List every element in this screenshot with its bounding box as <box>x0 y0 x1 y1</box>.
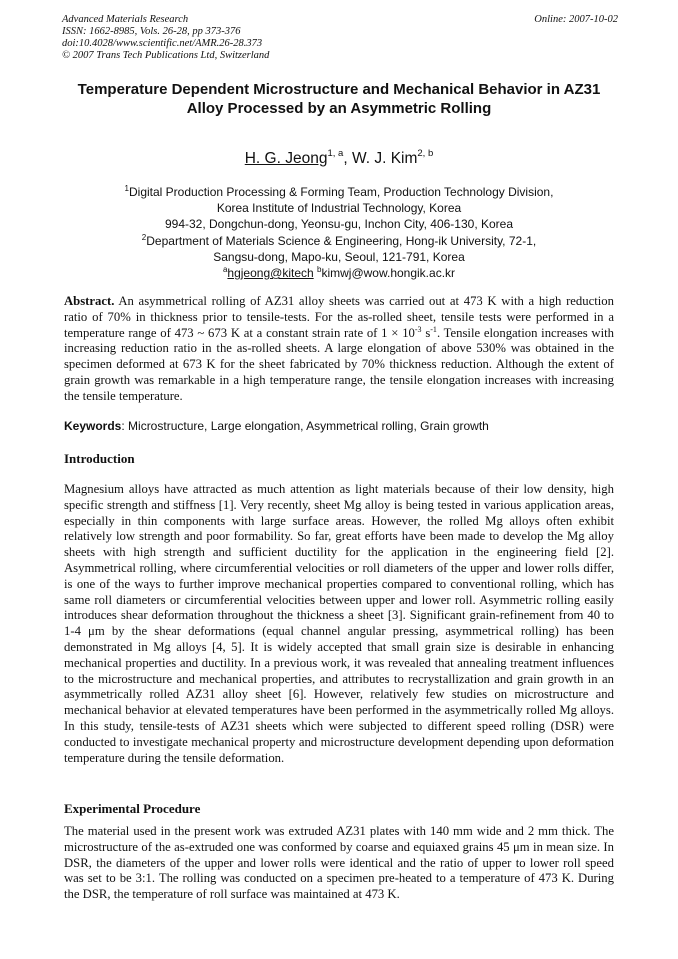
author-1-affil-mark: 1, a <box>327 148 344 159</box>
experimental-body: The material used in the present work was extruded AZ31 plates with 140 mm wide and 2 mm thick. The microstructure of the as-extruded one was conformed by coarse and equiaxed grains 45 μm in mean size. In DSR, the diameters of the upper and lower rolls were identical and the ratio of upper to lower roll speed was set to be 3:1. The rolling was conducted on a specimen pre-heated to a temperature of 473 K. During the DSR, the temperature of roll surface was maintained at 473 K. <box>64 824 614 902</box>
affiliation-1-mark: 1 <box>124 184 129 193</box>
author-separator: , <box>343 150 352 167</box>
email-a-link[interactable]: hgjeong@kitech <box>227 266 314 281</box>
paper-title <box>40 80 638 118</box>
affiliation-1-line-3: 994-32, Dongchun-dong, Yeonsu-gu, Inchon City, 406-130, Korea <box>164 217 514 232</box>
journal-issn: ISSN: 1662-8985, Vols. 26-28, pp 373-376 <box>62 26 241 37</box>
affiliations <box>0 184 678 281</box>
email-b: kimwj@wow.hongik.ac.kr <box>321 266 456 281</box>
email-line <box>0 265 678 281</box>
section-heading-experimental: Experimental Procedure <box>64 801 201 816</box>
author-list <box>0 150 678 168</box>
journal-name: Advanced Materials Research <box>62 14 189 25</box>
abstract-label: Abstract. <box>64 294 115 308</box>
author-1-name[interactable]: H. G. Jeong <box>244 150 328 167</box>
title-line-1: Temperature Dependent Microstructure and Mechanical Behavior in AZ31 <box>77 81 601 98</box>
affiliation-2-mark: 2 <box>141 232 147 242</box>
journal-doi: doi:10.4028/www.scientific.net/AMR.26-28.373 <box>62 38 263 49</box>
affiliation-2-line-1: $^2$Department of Materials Science & Engineering, Hong-ik University, 72-1, <box>141 232 537 248</box>
keywords-label: Keywords <box>64 419 122 433</box>
abstract: Abstract. An asymmetrical rolling of AZ31 alloy sheets was carried out at 473 K with a high reduction ratio of 70% in thickness prior to tensile-tests. For the as-rolled sheet, tensile tests were performed in a temperature range of 473 ~ 673 K at a constant strain rate of $1 \times 10^{-3}$ $s^{-1}$. Tensile elongation increases with increasing reduction ratio in the as-rolled sheets. A large elongation of above 530% was obtained in the specimen deformed at 673 K for the sheet fabricated by 70% thickness reduction. Although the extent of grain growth was remarkable in a high temperature range, the tensile elongation increases with increasing the tensile temperature. <box>64 294 614 403</box>
introduction-body: Magnesium alloys have attracted as much attention as light materials because of their low density, high specific strength and stiffness [1]. Very recently, sheet Mg alloy is being tested in various application areas, especially in thin components with large surface areas. However, the rolled Mg alloys often exhibit relatively low strength and poor formability. So far, great efforts have been made to develop the Mg alloy sheets with high strength and sufficient ductility for the application in the engineering field [2]. Asymmetrical rolling, where circumferential velocities or roll diameters of the upper and lower rolls differ, is one of the ways to further improve mechanical properties compared to conventional rolling, which has same roll diameters or circumferential velocities between upper and lower roll. Asymmetric rolling easily introduces shear deformation throughout the thickness a sheet [3]. Significant grain-refinement from 40 to 1-4 μm by the shear deformations (equal channel angular pressing, asymmetrical rolling) has been demonstrated in Mg alloys [4, 5]. It is widely accepted that small grain size is desirable in enhancing mechanical properties and ductility. In a previous work, it was revealed that annealing treatment influences to the microstructure and mechanical properties, and attributes to recrystallization and grain growth in an asymmetrically rolled AZ31 alloy sheet [6]. However, relatively few studies on microstructure and mechanical behavior at elevated temperatures have been performed in the asymmetrically rolled Mg alloys. In this study, tensile-tests of AZ31 sheets which were subjected to different speed rolling (DSR) were conducted to investigate mechanical property and microstructure development depending upon deformation temperature during the tensile deformation. <box>64 482 614 765</box>
online-date: Online: 2007-10-02 <box>534 14 618 25</box>
affiliation-2-line-2: Sangsu-dong, Mapo-ku, Seoul, 121-791, Korea <box>213 249 465 264</box>
affiliation-1-line-2: Korea Institute of Industrial Technology, Korea <box>216 201 462 216</box>
title-line-2: Alloy Processed by an Asymmetric Rolling <box>186 100 492 117</box>
exponent: -1 <box>430 324 437 334</box>
section-heading-introduction: Introduction <box>64 451 135 466</box>
email-b-mark: b <box>317 265 322 275</box>
author-2-name: W. J. Kim <box>351 150 418 167</box>
email-a-mark: a <box>222 265 228 275</box>
exponent: -3 <box>414 324 422 334</box>
affiliation-1-line-1: $^1$Digital Production Processing & Forming Team, Production Technology Division, <box>124 184 554 199</box>
keywords <box>64 419 614 433</box>
journal-copyright: © 2007 Trans Tech Publications Ltd, Switzerland <box>62 50 270 61</box>
author-2-affil-mark: 2, b <box>417 148 434 159</box>
journal-header <box>62 14 618 62</box>
keywords-text: : Microstructure, Large elongation, Asymmetrical rolling, Grain growth <box>121 419 489 433</box>
